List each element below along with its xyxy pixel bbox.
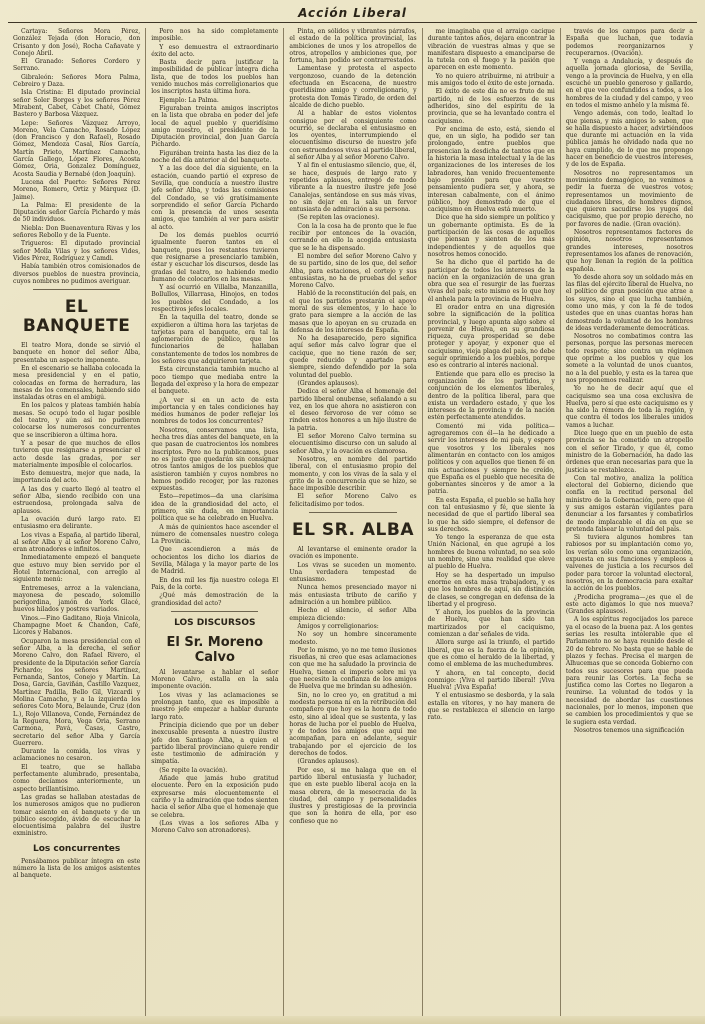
paragraph: Vengo además, con todo, lealtad lo que piensa, y mis amigos lo saben, que se halla dispuesto a hacer, advirtiéndoos que durante mi actuación en la vida pública jamás he olvidado nada que no haya cumplido, de lo que me propongo hacer en beneficio de vuestros intereses, y de los de España.	[565, 110, 694, 169]
paragraph: través de los campos para decir a España que luchan, que todavía podemos reorganizarnos y recuperarnos. (Ovación).	[565, 28, 694, 57]
paragraph: Lepe: Señores Vázquez Arroyo, Moreno, Vela Camacho, Rosado López (don Francisco y don Rafael), Rosado Gómez, Mendoza Casal, Ríos García, Martín Prieto, Martínez Camacho, García Gallego, López Flores, Acosta Gómez, Oria, Gonzalez Domínguez, Acosta Saudia y Bernabé (don Joaquín).	[13, 119, 141, 178]
column-5	[561, 28, 698, 1018]
paragraph: Al a hablar de estos violentos consigue por el consiguiente como ocurrió, se declaraba el entusiasmo en los oyentes, interrumpiendo el elocuentísimo discurso de nuestro jefe con estruendosos vivas al partido liberal, al señor Alba y al señor Moreno Calvo.	[289, 110, 417, 162]
paragraph: El señor Moreno Calvo termina su elocuentísimo discurso con un saludo al señor Alba, y la ovación es clamorosa.	[289, 433, 417, 455]
paragraph: (Grandes aplausos).	[297, 758, 359, 766]
paragraph: Añade que jamás hubo gratitud elocuente. Pero en la exposición pudo expresarse más elocuentemente el cariño y la admiración que todos sienten hacia el señor Alba que el homenaje que se celebra.	[151, 775, 279, 819]
paragraph: Las gradas se hallaban atestadas de los numerosos amigos que no pudieron tomar asiento en el banquete y de un público escogido, ávido de escuchar la elocuentísima palabra del ilustre exministro.	[13, 793, 141, 838]
paragraph: Ejemplo: La Palma.	[159, 96, 219, 104]
paragraph: Por encima de esto, está, siendo el que, en un siglo, ha podido ser tan prolongado, entre pueblos que presencian la desdicha de tantos que en la historia la masa intelectual y la de las organizaciones de los intereses de los labradores, han venido frecuentemente bajo presión para que vuestro pensamiento pudiera ser, y ahora, se interesan cabalmente, con el ánimo público, hoy demostrado de que el caciquismo en Huelva está muerto.	[427, 125, 555, 214]
paragraph: Entiende que para ello es preciso la organización de los partidos, y conjunción de los elementos liberales, dentro de la política liberal, para que exista un verdadero estado, y que los intereses de la provincia y de la nación estén perfectamente atendidos.	[427, 370, 555, 422]
paragraph: De los demás pueblos ocurrió igualmente fueron tantos en el banquete, pues los restantes tuvieron que resignarse a presenciarlo también, estar y escuchar los discursos, desde las gradas del teatro, no habiendo medio humano de colocarlos en las mesas.	[151, 232, 279, 283]
header-rule	[8, 22, 697, 23]
paragraph: Niebla: Don Buenaventura Rivas y los señores Rebollo y de la Fuente.	[13, 224, 141, 240]
paragraph: Cartaya: Señores Mora Pérez, González Tejada (don Horacio, don Crisanto y don José), Rocha Cañavate y Conejo Abril.	[13, 28, 141, 57]
paragraph: Y eso demuestra el extraordinario éxito del acto.	[151, 43, 279, 58]
paragraph: Esto demuestra, mejor que nada, la importancia del acto.	[13, 470, 141, 485]
paragraph: Y así ocurrió en Villalba, Manzanilla, Bollullos, Villarrasa, Hinojos, en todos los pueblos del Condado, a los respectivos jefes locales.	[151, 284, 279, 313]
paragraph: Si tuviera algunos hombres tan rabiosos por su implantación como yo, los verían sólo como una organización, expuesta en sus funciones y empleos a vaivenes de justicia a los recursos del poder para torcer la voluntad electoral, nosotros, en la democracia para exaltar la acción de los pueblos.	[565, 534, 694, 593]
heading-el-banquete: EL BANQUETE	[22, 297, 131, 337]
paragraph: Al levantarse el eminente orador la ovación es imponente.	[289, 546, 417, 561]
paragraph: Vinos.—Fino Gaditano, Rioja Vinicola, Champagne Moet & Chandon, Café, Licores y Habanos.	[13, 614, 141, 637]
paragraph: Yo no he de decir aquí que el caciquismo sea una cosa exclusiva de Huelva, pero sí que este caciquismo es y ha sido la rémora de toda la región, y que contra él todos los liberales unidos vamos a luchar.	[565, 385, 694, 429]
paragraph: Allora surge así la triunfo, el partido liberal, que es la fuerza de la opinión, que es como el heraldo de la libertad, y como el emblema de las muchedumbres.	[427, 639, 555, 669]
paragraph: En los palcos y plateas también había mesas. Se ocupó todo el lugar posible del teatro, y aún así no pudieron colocarse los numerosos concurrentes que se inscribieron a última hora.	[13, 402, 141, 439]
paragraph: Y al fin el entusiasmo silencio, que, él, se hace, después de largo rato y repetidos aplausos, entregó de modo vibrante a la nuestro ilustre jefe José Canalejas, sentándose en sus más vivas, no sin dejar en la sala un fervor entusiasta de admiración a su persona.	[289, 162, 417, 214]
column-4	[423, 28, 561, 1018]
paragraph: Yo desde ahora soy un soldado más en las filas del ejército liberal de Huelva, no el político de gran posición que atrae a los suyos, sino el que lucha también, como uno más, y con la fé de todos ustedes que en unas cuantas horas han demostrado la voluntad de los hombres de ideas verdaderamente democráticas.	[565, 273, 694, 332]
paragraph: Entremeses, arroz a la valenciana, mayonesa de pescado, solomillo perigordina, jamón de York Glacé, huevos hilados y postres variados.	[13, 584, 141, 614]
paragraph: En el escenario se hallaba colocada la mesa presidencial y en el patio, colocadas en forma de herradura, las mesas de los comensales, habiendo sido instaladas otras en el ambigú.	[13, 364, 141, 402]
section-divider	[33, 289, 120, 290]
paragraph: Y a pesar de que muchos de ellos tuvieron que resignarse a presenciar el acto desde las gradas, por ser materialmente imposible el colocarlos.	[13, 439, 141, 469]
paragraph: Y el entusiasmo se desborda, y la sala estalla en vítores, y no hay manera de que se restablezca el silencio en largo rato.	[427, 692, 555, 722]
page-header	[0, 0, 705, 24]
newspaper-title: Acción Liberal	[298, 6, 407, 20]
paragraph: El Granado: Señores Cordero y Serrano.	[13, 58, 141, 73]
paragraph: Al levantarse a hablar el señor Moreno Calvo, estalla en la sala imponente ovación.	[151, 668, 279, 691]
paragraph: Esto—repetimos—da una clarísima idea de la grandiosidad del acto, el primero, sin duda, en importancia política que se ha celebrado en Huelva.	[151, 493, 279, 523]
paragraph: (Se repite la ovación).	[159, 766, 228, 774]
paragraph: Pinta, en sólidos y vibrantes párrafos, el estado de la política provincial, las ambiciones de unos y los atropellos de otros, atropellos y ambiciones que, por fortuna, han podido ser contrarrestados.	[289, 28, 417, 65]
paragraph: Nosotros, conservamos una lista, hecha tres días antes del banquete, en la que pasan de cuatrocientos los nombres inscriptos. Pero no la publicamos, pues no es justo que quedarán sin consignar otros tantos amigos de los pueblos que asistieron también y cuyos nombres no hemos podido recoger, por las razones expuestas.	[151, 426, 279, 493]
paragraph: Dice que ha sido siempre un político y un gobernante optimista. Es de la participación de las cosas de aquellos que piensan y sienten de los más independientes y de aquellos que nosotros hemos conocido.	[427, 214, 555, 258]
paragraph: El orador entra en una digresión sobre la significación de la política provincial, y luego apunta algo sobre el porvenir de Huelva, en su grandiosa riqueza, cuya prosperidad se debe proteger y apoyar, y exponer que el caciquismo, vieja plaga del país, no debe seguir oprimiendo a los pueblos, porque eso es contrario al interés nacional.	[427, 303, 555, 370]
paragraph: Pensábamos publicar íntegra en este número la lista de los amigos asistentes al banquete.	[13, 857, 141, 880]
paragraph: (Los vivas a los señores Alba y Moreno Calvo son atronadores).	[151, 819, 279, 835]
paragraph: Nosotros, en nombre del partido liberal, con el entusiasmo propio del momento, y con los vivas de la sala y el grito de la concurrencia que se hizo, se hace imposible describir.	[289, 455, 417, 493]
columns	[8, 28, 698, 1018]
paragraph: Amigos y correligionarios:	[297, 622, 379, 630]
paragraph: Y venga a Andalucía, y después de aquella jornada gloriosa, de Sevilla, vengo a la provincia de Huelva, y en ella escuché un pueblo generoso y gallardo, en el que veo confundidos a todos, a los hombres de la ciudad y del campo, y veo en todos el mismo anhelo y la misma fé.	[565, 58, 694, 109]
paragraph: Durante la comida, los vivas y aclamaciones no cesaron.	[13, 748, 141, 763]
section-divider	[171, 611, 258, 612]
paragraph: Y ahora, los pueblos de la provincia de Huelva, que han sido tan martirizados por el caciquismo, comienzan a dar señales de vida.	[427, 609, 555, 639]
paragraph: Esta circunstancia también mucho al poco tiempo que mediaba entre la llegada del expreso y la hora de empezar el banquete.	[151, 366, 279, 396]
page-bottom-edge	[0, 1016, 705, 1024]
paragraph: Nosotros no representamos un movimiento demagógico, no venimos a pedir la fuerza de vuestros votos; representamos un movimiento de ciudadanos libres, de hombres dignos, que quieren sacudirse los yugos del caciquismo, que por propio derecho, no por favores de nadie. (Gran ovación).	[565, 169, 694, 228]
paragraph: El éxito de este día no es fruto de mi partido, ni de los esfuerzos de sus adheridos, sino del espíritu de la provincia, que se ha levantado contra el caciquismo.	[427, 88, 555, 125]
column-3	[284, 28, 422, 1018]
paragraph: Hoy se ha despertado un impulso enorme en esta masa trabajadora, y es que los hombres de aquí, sin distinción de clases, se congregan en defensa de la libertad y el progreso.	[427, 571, 555, 608]
paragraph: Sin, no lo creo yo, en gratitud a mi modesta persona ni en la retribución del compañero que hoy es la honra de todo esto, sino al ideal que se sustenta, y las horas de lucha por el pueblo de Huelva, y de todos los amigos que aquí me acompañan, para en adelante, seguir trabajando por el ejercicio de los derechos de todos.	[289, 691, 417, 758]
paragraph: En la taquilla del teatro, donde se expidieron a última hora las tarjetas de tarjetas para el banquete, era tal la aglomeración de público, que los funcionarios de hallaban constantemente de todos los nombres de los señores que adquirieron tarjeta.	[151, 314, 279, 366]
paragraph: Por eso, si me halaga que en el partido liberal entusiasta y luchador, que en este pueblo liberal acoja en la masa obrera, de la mesocracia de la ciudad, del campo y personalidades ilustres y prestigiosas de la provincia que son la honra de ella, por eso confieso que no	[289, 766, 417, 825]
heading-los-concurrentes: Los concurrentes	[32, 843, 121, 854]
paragraph: No ha desaparecido, pero significa aquí señor más calvo lograr que el cacique, que no tiene razón de ser, quede reducido y apartado para siempre, siendo defendido por la sola voluntad del pueblo.	[289, 335, 417, 379]
paragraph: Los vivas y las aclamaciones se prolongan tanto, que es imposible a nuestro jefe empezar a hablar durante largo rato.	[151, 691, 279, 721]
paragraph: El nombre del señor Moreno Calvo y de su partido, sino de los que, del señor Alba, para estaciones, el cortejo y sus entusiastas, no ha de pruebas del señor Moreno Calvo.	[289, 252, 417, 290]
paragraph: Lamentase y protesta el aspecto vergonzoso, cuando de la detención efectuada en Escacena, de nuestro queridísimo amigo y correligionario, y protesta don Tomás Tirado, de orden del alcalde de dicho pueblo.	[289, 65, 417, 109]
paragraph: Por lo mismo, yo no me temo ilusiones risueñas, ni creo que esas aclamaciones con que me ha saludado la provincia de Huelva, tienen el imperio sobre mi ya que necesito la confianza de los amigos de Huelva que me brindan su adhesión.	[289, 646, 417, 691]
paragraph: Figurában treinta hasta las diez de la noche del día anterior al del banquete.	[151, 149, 279, 165]
paragraph: La Palma: El presidente de la Diputación señor García Pichardo y más de 50 individuos.	[13, 201, 141, 224]
paragraph: Se ha dicho que él partido ha de participar de todos los intereses de la nación en la organización de una gran obra que sea el resurgir de las fuerzas vivas del país; esto mismo es lo que hoy él anhela para la provincia de Huelva.	[427, 259, 555, 303]
column-2	[146, 28, 284, 1018]
paragraph: Nosotros tenemos una significación	[573, 726, 685, 734]
paragraph: El teatro Mora, donde se sirvió el banquete en honor del señor Alba, presentaba un aspecto imponente.	[13, 342, 141, 364]
paragraph: (Grandes aplausos).	[297, 379, 359, 387]
paragraph: Y ahora, en tal concepto, decid conmigo: ¡Viva el partido liberal! ¡Viva Huelva! ¡Viva España!	[427, 669, 555, 692]
paragraph: Con la la cosa ha de pronto que le fue recibir por entonces de la ovación, cerrando en ello la acogida entusiasta que se le ha dispensado.	[289, 222, 417, 252]
paragraph: Y a las doce del día siguiente, en la estación, cuando partió el expreso de Sevilla, que conducía a nuestro ilustre jefe señor Alba, y todas las comisiones del Condado, se vió gratísimamente sorprendido el señor García Pichardo con la presencia de unos sesenta amigos, que también al ver para asistir al acto.	[151, 165, 279, 231]
column-1	[8, 28, 146, 1018]
paragraph: Que ascendieron a más de ochocientos los dicho los diarios de Sevilla, Málaga y la mayor parte de los de Madrid.	[151, 546, 279, 576]
paragraph: Comentó mi vida política—agregaremos con él—la he dedicado a servir los intereses de mi país, y espero que vosotros y los liberales nos alimentarán en contacto con los amigos políticos y con aquellos que tienen fé en mis actuaciones y siempre he creído, que España es el pueblo que necesita de gobernantes sinceros y de amor a la patria.	[427, 422, 555, 496]
paragraph: En esta España, el pueblo se halla hoy con tal entusiasmo y fé, que siente la necesidad de que el partido liberal sea lo que ha sido siempre, el defensor de sus derechos.	[427, 496, 555, 533]
heading-sr-alba: EL SR. ALBA	[292, 520, 414, 540]
paragraph: ¿Qué más demostración de la grandiosidad del acto?	[151, 592, 279, 607]
paragraph: Principia diciendo que por un deber inexcusable presenta a nuestro ilustre jefe don Santiago Alba, a quien el partido liberal provinciano quiere rendir este testimonio de admiración y simpatía.	[151, 721, 279, 766]
paragraph: Basta decir para justificar la imposibilidad de publicar íntegra dicha lista, que de todos los pueblos han venido muchos más correligionarios que los inscriptos hasta última hora.	[151, 59, 279, 96]
paragraph: Los vivas a España, al partido liberal, al señor Alba y al señor Moreno Calvo, eran atronadores e infinitos.	[13, 531, 141, 554]
paragraph: En dos mil les fija nuestro colega El Pais, de la corte.	[151, 576, 279, 591]
paragraph: Nosotros no combatimos contra las personas, porque las personas merecen todo respeto; sino contra un régimen que oprime a los pueblos y que los somete a la voluntad de unos cuantos, no a la del pueblo, y esta es la tarea que nos proponemos realizar.	[565, 333, 694, 384]
paragraph: La ovación duró largo rato. El entusiasmo era delirante.	[13, 515, 141, 531]
paragraph: Nosotros representamos factores de opinión, nosotros representamos grandes intereses, nosotros representamos los afanes de renovación, que hoy llenan la región de la política española.	[565, 229, 694, 273]
paragraph: El teatro, que se hallaba perfectamente alumbrado, presentaba, como decíamos anteriormente, un aspecto brillantísimo.	[13, 763, 141, 793]
paragraph: Dice luego que en un pueblo de esta provincia se ha cometido un atropello con el señor Tirado, y que él, como ministro de la Gobernación, ha dado las órdenes que eran necesarias para que la justicia se restablezca.	[565, 430, 694, 474]
paragraph: Hecho el silencio, el señor Alba empieza diciendo:	[289, 607, 417, 622]
paragraph: El señor Moreno Calvo es felicitadísimo por todos.	[289, 493, 417, 508]
paragraph: A las dos y cuarto llegó al teatro el señor Alba, siendo recibido con una estruendosa, prolongada salva de aplausos.	[13, 485, 141, 515]
paragraph: ¿A ver si en un acto de esta importancia y en tales condiciones hay medios humanos de poder reflejar los nombres de todos los concurrentes?	[151, 396, 279, 426]
paragraph: A más de quinientos hace ascender el número de comensales nuestro colega La Provincia.	[151, 523, 279, 546]
paragraph: Gibraleón: Señores Mora Palma, Cebreiro y Daza.	[13, 73, 141, 89]
paragraph: A los espíritus regocijados los parece ya el ocaso de la buena paz. A los gentes serias les resulta intolerable que el Parlamento no se haya reunido desde el 20 de febrero. No basta que se hable de plazos y fechas. Precisa el margen de Alhucemas que se conceda Gobierno con todos sus sucesores para que pueda para reunir las Cortes. La fecha se justifica como las Cortes no llegaron a reunirse. La voluntad de todos y la necesidad de abordar las cuestiones nacionales, por lo menos, imponen que se cambien los procedimientos y que se le sugiera esta verdad.	[565, 616, 694, 726]
paragraph: No soy un hombre sinceramente modesto.	[289, 631, 417, 646]
paragraph: Dedica el señor Alba el homenaje del partido liberal onubense, señalando a su vez, en los que ahora no asistieron con el deseo fervoroso de ver cómo se rinden estos honores a un hijo ilustre de la patria.	[289, 388, 417, 432]
heading-moreno-calvo: El Sr. Moreno Calvo	[166, 634, 264, 665]
paragraph: Pero nos ha sido completamente imposible.	[151, 28, 279, 43]
paragraph: Lucena del Puerto: Señores Pérez Moreno, Romero, Ortiz y Márquez (D. Jaime).	[13, 178, 141, 201]
paragraph: (Se repiten las ovaciones).	[297, 214, 380, 222]
paragraph: Yo tengo la esperanza de que esta Unión Nacional, en que agrupé a los hombres de buena voluntad, no sea solo un nombre, sino una realidad que eleve al pueblo de Huelva.	[427, 534, 555, 571]
paragraph: Ocuparon la mesa presidencial con el señor Alba, a la derecha, el señor Moreno Calvo, don Rafael Rivero, el presidente de la Diputación señor García Pichardo; los señores Martínez, Fernanda, Santos, Conejo y Martín. La Dosa, García, Gaviñán, Castillo Vazquez, Martínez Padilla, Bello Gil, Vizcardi y Molina Camacho, y a la izquierda los señores Coto Mora, Belaunde, Cruz (don L.), Rojo Villanova, Conde, Fernández de la Reguera, Mora, Vega Oria, Serrano Carmona, Pavá, Casas, Castro, secretario del señor Alba y García Guerrero.	[13, 637, 141, 747]
paragraph: ¿Prodicha programa—¿es que el de este acto digamos lo que nos mueva? (Grandes aplausos).	[565, 593, 694, 616]
heading-los-discursos: LOS DISCURSOS	[174, 617, 256, 628]
paragraph: Yo no quiero atribuirme, ni atribuir a mis amigos todo el éxito de este jornada.	[427, 72, 555, 88]
paragraph: Habló de la reconstitución del país, en el que los partidos prestarán el apoyo moral de sus elementos, y lo hace lo grato para siempre a la acción de las masas que lo apoyan en su cruzada en defensa de los intereses de España.	[289, 290, 417, 334]
paragraph: Los vivas se suceden un momento. Una verdadera tempestad de entusiasmo.	[289, 561, 417, 584]
section-divider	[309, 512, 396, 513]
paragraph: Había también otros comisionados de diversos pueblos de nuestra provincia, cuyos nombres no pudimos averiguar.	[13, 263, 141, 285]
paragraph: Con tal motivo, analiza la política electoral del Gobierno, diciendo que confía en la rectitud personal del ministro de la Gobernación, pero que él y sus amigos estarán vigilantes para denunciar a los farsantes y combatirlos de modo implacable el día en que se pretenda falsear la voluntad del país.	[565, 474, 694, 533]
paragraph: me imaginaba que el arraigo cacique durante tantos años, dejara encontrar la vibración de vuestras almas y que se manifestara dispuesto a emanciparse de la tutela con el fuego y la pasión que aparecen en este momento.	[427, 28, 555, 72]
paragraph: Isla Cristina: El diputado provincial señor Soler Borges y los señores Pérez Mirabent, Cabet, Cabet Chaté, Gómez Bastero y Barbosa Vázquez.	[13, 89, 141, 119]
paragraph: Nunca hemos presenciado mayor ni más entusiasta tributo de cariño y admiración a un hombre público.	[289, 584, 417, 607]
paragraph: Inmediatamente empezó el banquete que estuvo muy bien servido por el Hotel Internacional, con arreglo al siguiente menú:	[13, 554, 141, 584]
paragraph: Trigueros: El diputado provincial señor Molla Vilas y los señores Vides, Vides Pérez, Rodríguez y Camdi.	[13, 240, 141, 262]
paragraph: Figuraban treinta amigos inscriptos en la lista que obraba en poder del jefe local de aquel pueblo y queridísimo amigo nuestro, el presidente de la Diputación provincial, don Juan García Pichardo.	[151, 104, 279, 149]
